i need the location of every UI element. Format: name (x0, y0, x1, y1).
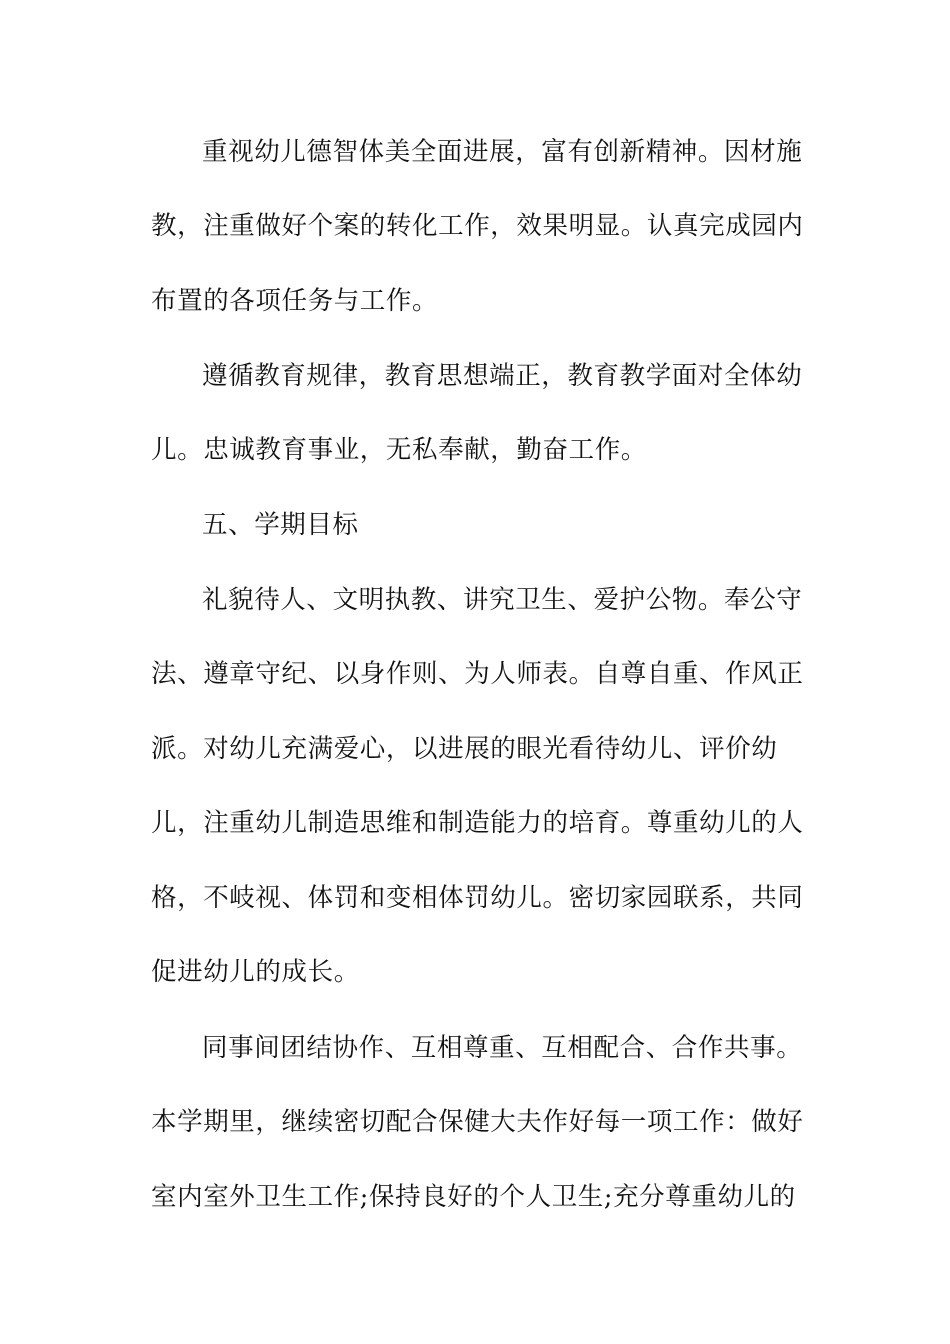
text-line-9: 派。对幼儿充满爱心，以进展的眼光看待幼儿、评价幼 (151, 734, 778, 764)
text-line-12: 促进幼儿的成长。 (151, 957, 360, 987)
text-line-5: 儿。忠诚教育事业，无私奉献，勤奋工作。 (151, 435, 647, 465)
text-line-14: 本学期里，继续密切配合保健大夫作好每一项工作：做好 (151, 1107, 804, 1137)
section-heading: 五、学期目标 (202, 510, 359, 540)
text-line-4: 遵循教育规律，教育思想端正，教育教学面对全体幼 (202, 361, 803, 391)
text-line-2: 教，注重做好个案的转化工作，效果明显。认真完成园内 (151, 211, 804, 241)
text-line-15: 室内室外卫生工作;保持良好的个人卫生;充分尊重幼儿的 (151, 1182, 796, 1212)
text-line-3: 布置的各项任务与工作。 (151, 286, 439, 316)
text-line-7: 礼貌待人、文明执教、讲究卫生、爱护公物。奉公守 (202, 585, 803, 615)
text-line-10: 儿，注重幼儿制造思维和制造能力的培育。尊重幼儿的人 (151, 808, 804, 838)
text-line-1: 重视幼儿德智体美全面进展，富有创新精神。因材施 (202, 137, 803, 167)
text-line-8: 法、遵章守纪、以身作则、为人师表。自尊自重、作风正 (151, 659, 804, 689)
text-line-11: 格，不岐视、体罚和变相体罚幼儿。密切家园联系，共同 (151, 883, 804, 913)
text-line-13: 同事间团结协作、互相尊重、互相配合、合作共事。 (202, 1033, 803, 1063)
